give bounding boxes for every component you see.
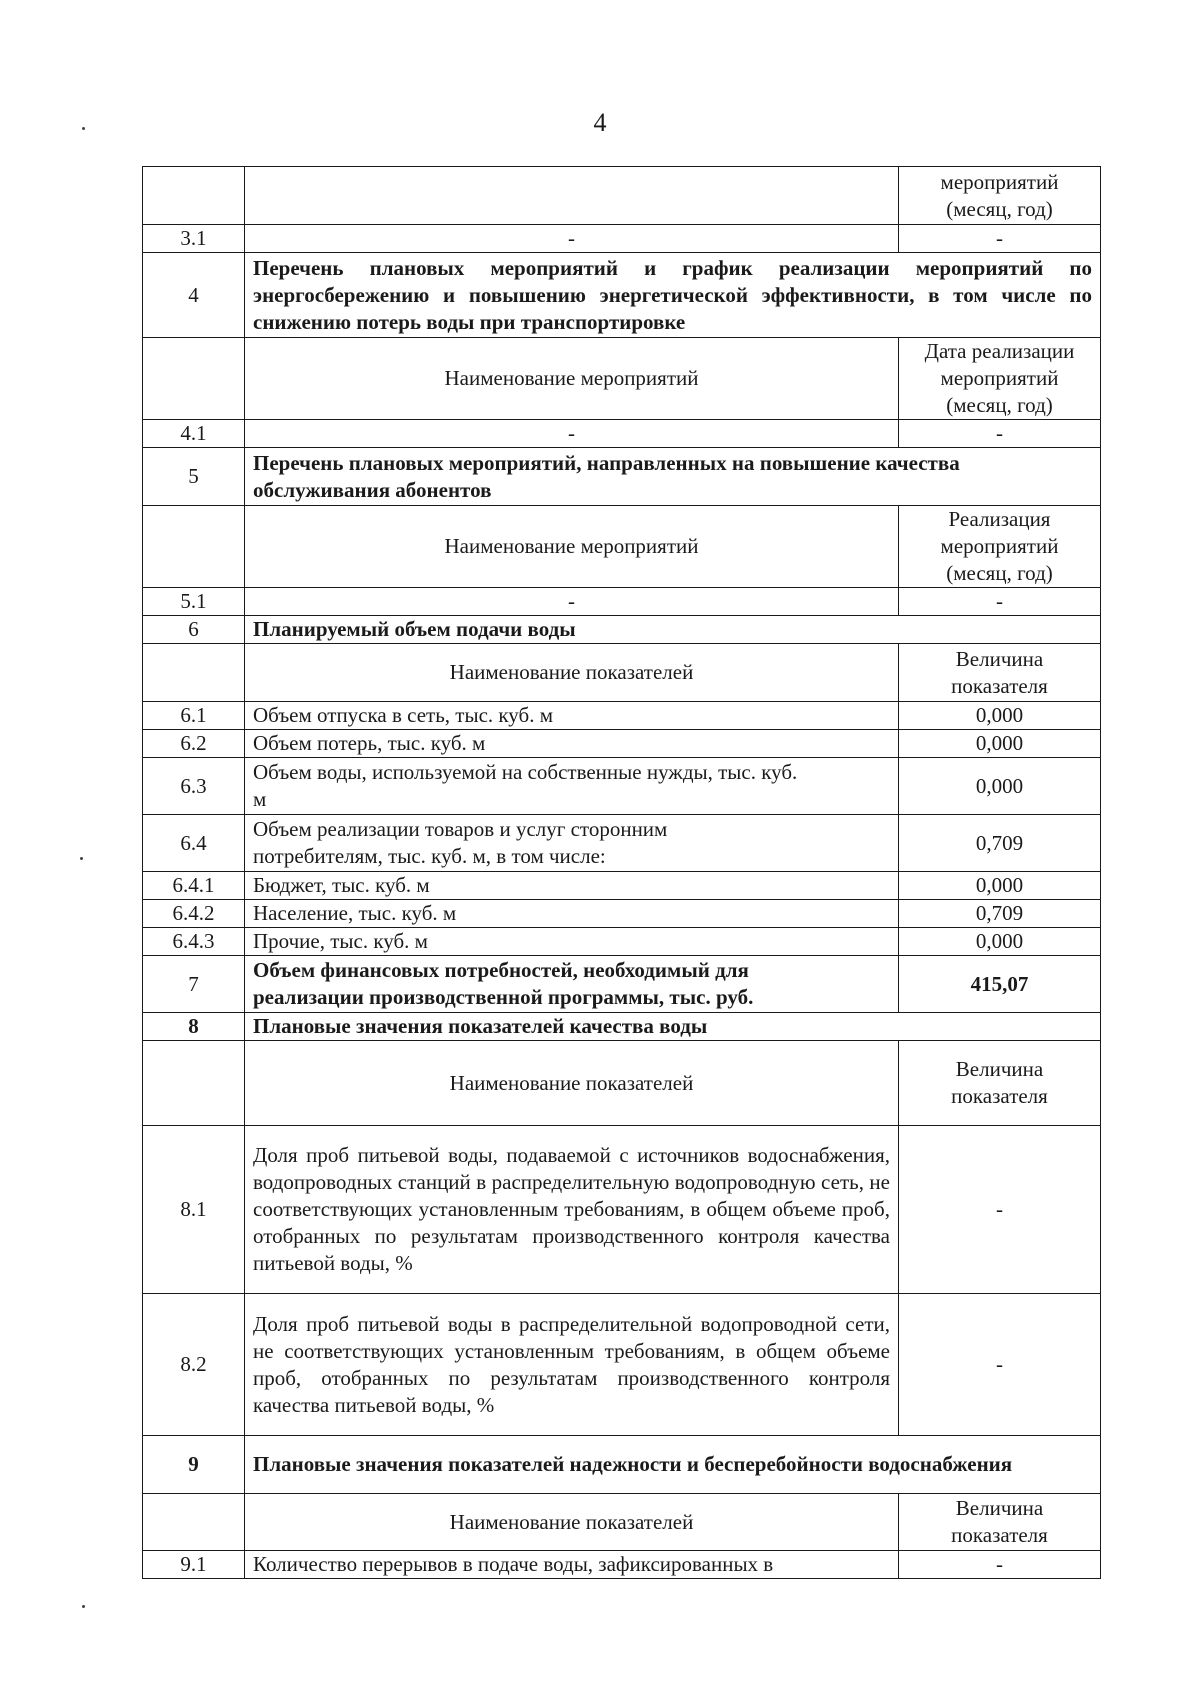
page-number: 4 bbox=[593, 108, 607, 137]
column-header-name: Наименование показателей bbox=[245, 644, 899, 702]
row-value: 0,000 bbox=[899, 730, 1101, 758]
row-number bbox=[143, 644, 245, 702]
scan-speck bbox=[82, 127, 85, 130]
row-name: Доля проб питьевой воды, подаваемой с источников водоснабжения, водопроводных станций в распределительную водопроводную сеть, не соответствующих установленным требованиям, в общем объеме проб, отобранных по результатам производственного контроля качества питьевой воды, % bbox=[245, 1126, 899, 1294]
row-number: 4.1 bbox=[143, 420, 245, 448]
section-number: 6 bbox=[143, 616, 245, 644]
scan-speck bbox=[80, 857, 83, 860]
table-row bbox=[143, 588, 1101, 616]
row-number: 9.1 bbox=[143, 1551, 245, 1579]
header-row bbox=[143, 1041, 1101, 1126]
table-row bbox=[143, 1126, 1101, 1294]
row-name: Объем финансовых потребностей, необходимый для реализации производственной программы, тыс. руб. bbox=[245, 956, 899, 1013]
table-row bbox=[143, 872, 1101, 900]
row-value: 0,000 bbox=[899, 928, 1101, 956]
section-title: Плановые значения показателей качества воды bbox=[245, 1013, 1101, 1041]
row-name: - bbox=[245, 225, 899, 253]
row-name: - bbox=[245, 588, 899, 616]
row-number: 6.4.1 bbox=[143, 872, 245, 900]
table-row bbox=[143, 956, 1101, 1013]
table-row bbox=[143, 928, 1101, 956]
column-header-name: Наименование показателей bbox=[245, 1041, 899, 1126]
row-value: - bbox=[899, 1294, 1101, 1436]
section-title: Перечень плановых мероприятий, направленных на повышение качества обслуживания абонентов bbox=[245, 448, 1101, 506]
table-row bbox=[143, 758, 1101, 815]
section-row bbox=[143, 253, 1101, 338]
row-name: Объем воды, используемой на собственные нужды, тыс. куб. м bbox=[245, 758, 899, 815]
column-header-name: Наименование показателей bbox=[245, 1494, 899, 1551]
row-name bbox=[245, 167, 899, 225]
header-row bbox=[143, 644, 1101, 702]
section-title: Планируемый объем подачи воды bbox=[245, 616, 1101, 644]
column-header-value: Дата реализации мероприятий (месяц, год) bbox=[899, 338, 1101, 420]
column-header-name: Наименование мероприятий bbox=[245, 338, 899, 420]
table-row bbox=[143, 1294, 1101, 1436]
row-value: 0,000 bbox=[899, 872, 1101, 900]
table-row bbox=[143, 1551, 1101, 1579]
table-row bbox=[143, 225, 1101, 253]
table-row bbox=[143, 730, 1101, 758]
column-header-name: Наименование мероприятий bbox=[245, 506, 899, 588]
row-number: 6.4 bbox=[143, 815, 245, 872]
section-number: 4 bbox=[143, 253, 245, 338]
section-row bbox=[143, 616, 1101, 644]
row-value: 0,709 bbox=[899, 900, 1101, 928]
column-header-value: Величина показателя bbox=[899, 1041, 1101, 1126]
row-value: мероприятий (месяц, год) bbox=[899, 167, 1101, 225]
row-name: Доля проб питьевой воды в распределительной водопроводной сети, не соответствующих установленным требованиям, в общем объеме проб, отобранных по результатам производственного контроля качества питьевой воды, % bbox=[245, 1294, 899, 1436]
column-header-value: Величина показателя bbox=[899, 1494, 1101, 1551]
section-row bbox=[143, 1013, 1101, 1041]
row-number bbox=[143, 1041, 245, 1126]
section-row bbox=[143, 1436, 1101, 1494]
production-program-table bbox=[142, 166, 1101, 1579]
row-value: 0,709 bbox=[899, 815, 1101, 872]
row-number: 6.2 bbox=[143, 730, 245, 758]
row-number: 6.1 bbox=[143, 702, 245, 730]
column-header-value: Величина показателя bbox=[899, 644, 1101, 702]
row-name: - bbox=[245, 420, 899, 448]
section-row bbox=[143, 448, 1101, 506]
row-name: Объем отпуска в сеть, тыс. куб. м bbox=[245, 702, 899, 730]
table-row bbox=[143, 702, 1101, 730]
row-number bbox=[143, 338, 245, 420]
row-value: 0,000 bbox=[899, 758, 1101, 815]
row-name: Количество перерывов в подаче воды, зафиксированных в bbox=[245, 1551, 899, 1579]
row-number bbox=[143, 167, 245, 225]
row-number: 6.4.3 bbox=[143, 928, 245, 956]
row-number: 8.2 bbox=[143, 1294, 245, 1436]
row-name: Объем потерь, тыс. куб. м bbox=[245, 730, 899, 758]
column-header-value: Реализация мероприятий (месяц, год) bbox=[899, 506, 1101, 588]
table-row bbox=[143, 815, 1101, 872]
section-number: 5 bbox=[143, 448, 245, 506]
row-number: 5.1 bbox=[143, 588, 245, 616]
row-name: Объем реализации товаров и услуг сторонним потребителям, тыс. куб. м, в том числе: bbox=[245, 815, 899, 872]
row-value: - bbox=[899, 225, 1101, 253]
row-value: 415,07 bbox=[899, 956, 1101, 1013]
section-number: 9 bbox=[143, 1436, 245, 1494]
row-number: 8.1 bbox=[143, 1126, 245, 1294]
row-value: - bbox=[899, 1126, 1101, 1294]
row-value: - bbox=[899, 588, 1101, 616]
table-row bbox=[143, 420, 1101, 448]
section-title: Плановые значения показателей надежности и бесперебойности водоснабжения bbox=[245, 1436, 1101, 1494]
header-row bbox=[143, 338, 1101, 420]
row-name: Прочие, тыс. куб. м bbox=[245, 928, 899, 956]
row-number bbox=[143, 1494, 245, 1551]
scan-speck bbox=[82, 1605, 85, 1608]
section-title: Перечень плановых мероприятий и график реализации мероприятий по энергосбережению и повышению энергетической эффективности, в том числе по снижению потерь воды при транспортировке bbox=[245, 253, 1101, 338]
row-number bbox=[143, 506, 245, 588]
header-row bbox=[143, 1494, 1101, 1551]
section-number: 8 bbox=[143, 1013, 245, 1041]
row-name: Население, тыс. куб. м bbox=[245, 900, 899, 928]
row-number: 7 bbox=[143, 956, 245, 1013]
table-row bbox=[143, 167, 1101, 225]
row-number: 6.4.2 bbox=[143, 900, 245, 928]
row-value: - bbox=[899, 420, 1101, 448]
header-row bbox=[143, 506, 1101, 588]
row-value: - bbox=[899, 1551, 1101, 1579]
row-number: 6.3 bbox=[143, 758, 245, 815]
row-number: 3.1 bbox=[143, 225, 245, 253]
table-row bbox=[143, 900, 1101, 928]
row-value: 0,000 bbox=[899, 702, 1101, 730]
row-name: Бюджет, тыс. куб. м bbox=[245, 872, 899, 900]
